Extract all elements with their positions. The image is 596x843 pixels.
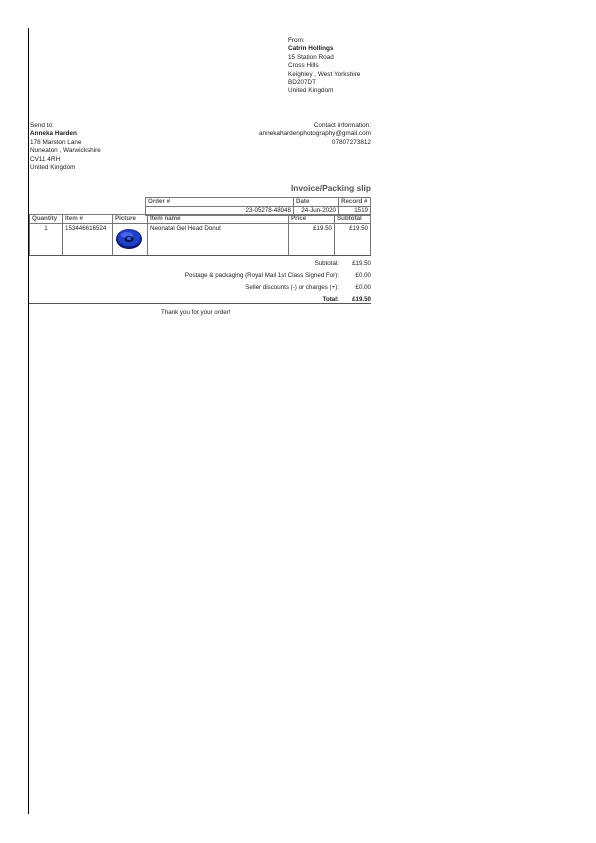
contact-phone: 07807273812 [331, 138, 371, 146]
totals-value: £19.50 [352, 296, 371, 303]
from-label: From: [288, 37, 305, 44]
total-row [185, 294, 371, 306]
from-name: Catrin Hollings [288, 45, 334, 53]
from-address-line: 15 Station Road [288, 53, 334, 61]
price-header: Price [289, 215, 335, 224]
send-to-address-line: United Kingdom [30, 164, 76, 172]
totals-value: £0.00 [355, 272, 371, 279]
totals-table [185, 258, 371, 306]
subtotal-row [185, 258, 371, 270]
record-number-header: Record # [339, 198, 371, 207]
send-to-label: Send to: [30, 122, 54, 129]
order-number: 23-05278-48048 [146, 207, 294, 216]
item-picture [113, 224, 148, 256]
send-to-name: Anneka Harden [30, 130, 77, 138]
item-number: 153446616524 [63, 224, 113, 256]
item-name-header: Item name [148, 215, 289, 224]
record-number: 1519 [339, 207, 371, 216]
divider [29, 303, 371, 304]
order-number-header: Order # [146, 198, 294, 207]
discounts-row [185, 282, 371, 294]
date-header: Date [294, 198, 339, 207]
item-number-header: Item # [63, 215, 113, 224]
item-subtotal: £19.50 [335, 224, 371, 256]
contact-label: Contact information: [313, 122, 371, 129]
from-address-line: Cross Hills [288, 62, 319, 70]
thank-you-message: Thank you for your order! [161, 309, 231, 316]
send-to-address-block [30, 122, 101, 172]
item-quantity: 1 [30, 224, 63, 256]
from-address-line: BD207DT [288, 79, 317, 87]
totals-label: Subtotal: [314, 260, 339, 267]
totals-label: Total: [322, 296, 339, 303]
left-margin-rule [28, 28, 29, 814]
document-title: Invoice/Packing slip [290, 183, 371, 193]
blue-gel-donut-image [114, 225, 144, 252]
from-address-line: Keighley , West Yorkshire [288, 70, 361, 78]
table-row [30, 224, 371, 256]
order-header-row [146, 198, 371, 207]
totals-label: Seller discounts (-) or charges (+): [245, 284, 339, 291]
items-table [29, 214, 371, 256]
order-date: 24-Jun-2020 [294, 207, 339, 216]
send-to-address-line: 178 Marston Lane [30, 138, 82, 146]
divider [29, 255, 371, 256]
items-header-row [30, 215, 371, 224]
send-to-address-line: Nuneaton , Warwickshire [30, 147, 101, 155]
item-price: £19.50 [289, 224, 335, 256]
subtotal-header: Subtotal [335, 215, 371, 224]
item-name: Neonatal Gel Head Donut [148, 224, 289, 256]
postage-row [185, 270, 371, 282]
picture-header: Picture [113, 215, 148, 224]
totals-value: £0.00 [355, 284, 371, 291]
contact-email: annekahardenphotography@gmail.com [258, 130, 371, 138]
from-address-line: United Kingdom [288, 87, 334, 95]
send-to-address-line: CV11 4RH [30, 155, 61, 163]
totals-label: Postage & packaging (Royal Mail 1st Class Signed For): [184, 272, 339, 279]
contact-information-block [259, 122, 371, 147]
totals-value: £19.50 [352, 260, 371, 267]
from-address-block [288, 37, 360, 96]
quantity-header: Quantity [30, 215, 63, 224]
